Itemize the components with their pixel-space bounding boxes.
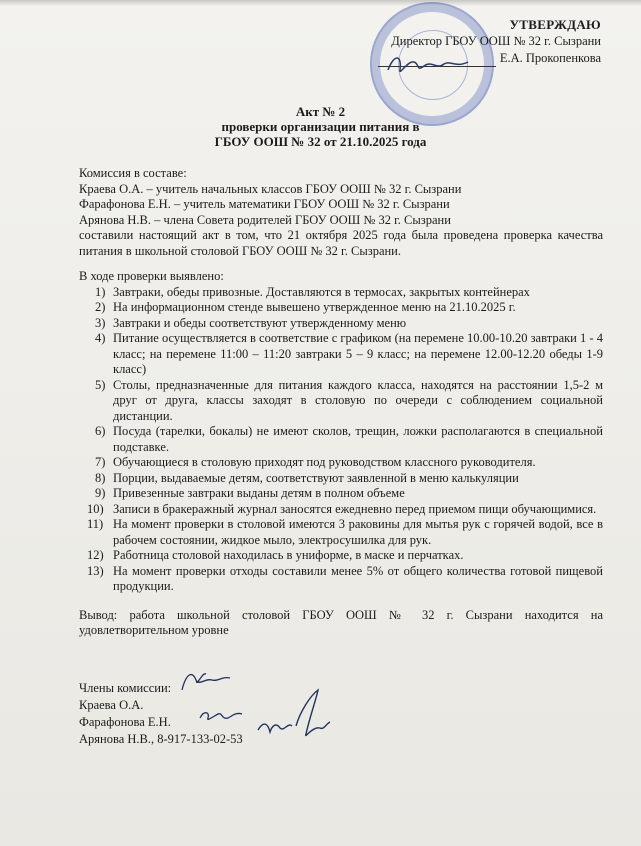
finding-number: 12)	[87, 548, 104, 562]
act-body	[79, 166, 603, 639]
finding-item	[79, 548, 603, 564]
finding-number: 2)	[95, 300, 106, 314]
finding-number: 3)	[95, 315, 106, 330]
finding-item	[79, 378, 603, 425]
findings-list	[79, 285, 603, 595]
member-signature-3	[254, 686, 334, 744]
member-signature-2	[196, 700, 246, 726]
commission-member: Арянова Н.В. – члена Совета родителей ГБОУ ООШ № 32 г. Сызрани	[79, 212, 451, 227]
finding-item	[79, 455, 603, 471]
act-title-block	[0, 104, 641, 149]
finding-number: 4)	[95, 331, 106, 345]
finding-number: 5)	[95, 377, 106, 392]
commission-member: Краева О.А. – учитель начальных классов ГБОУ ООШ № 32 г. Сызрани	[79, 181, 462, 196]
signature-heading: Члены комиссии:	[79, 681, 172, 695]
finding-item	[79, 331, 603, 378]
finding-text: Работница столовой находилась в униформе, в маске и перчатках.	[113, 548, 464, 562]
finding-item	[79, 502, 603, 518]
conclusion: Вывод: работа школьной столовой ГБОУ ООШ № 32 г. Сызрани находится на удовлетворительном уровне	[79, 607, 603, 637]
finding-text: На момент проверки в столовой имеются 3 раковины для мытья рук с горячей водой, все в рабочем состоянии, жидкое мыло, электросушилка для рук.	[113, 517, 603, 547]
finding-item	[79, 300, 603, 316]
finding-text: Завтраки, обеды привозные. Доставляются в термосах, закрытых контейнерах	[113, 284, 530, 299]
finding-item	[79, 564, 603, 595]
finding-text: Завтраки и обеды соответствуют утвержденному меню	[113, 315, 407, 330]
approval-position: Директор ГБОУ ООШ № 32 г. Сызрани	[391, 34, 601, 48]
finding-text: Записи в бракеражный журнал заносятся ежедневно перед приемом пищи обучающимися.	[113, 501, 597, 516]
finding-item	[79, 471, 603, 487]
finding-number: 6)	[95, 424, 106, 438]
act-subtitle: проверки организации питания в	[221, 119, 420, 134]
approval-title: УТВЕРЖДАЮ	[509, 17, 601, 32]
signature-name: Арянова Н.В., 8-917-133-02-53	[79, 732, 243, 746]
findings-heading: В ходе проверки выявлено:	[79, 269, 224, 283]
finding-number: 1)	[95, 284, 106, 299]
finding-item	[79, 316, 603, 332]
director-signature	[384, 50, 474, 80]
finding-text: Столы, предназначенные для питания каждого класса, находятся на расстоянии 1,5-2 м друг от друга, классы заходят в столовую по очереди с соблюдением социальной дистанции.	[113, 377, 603, 423]
commission-statement: составили настоящий акт в том, что 21 октября 2025 года была проведена проверка качества питания в школьной столовой ГБОУ ООШ № 32 г. Сызрани.	[79, 228, 603, 258]
finding-text: Обучающиеся в столовую приходят под руководством классного руководителя.	[113, 455, 536, 469]
finding-number: 9)	[95, 486, 106, 500]
act-title: Акт № 2	[295, 104, 346, 119]
finding-number: 11)	[87, 517, 104, 531]
finding-text: Порции, выдаваемые детям, соответствуют заявленной в меню калькуляции	[113, 470, 519, 485]
finding-number: 10)	[87, 501, 104, 516]
act-org-date: ГБОУ ООШ № 32 от 21.10.2025 года	[214, 134, 427, 149]
page-shadow	[0, 0, 641, 6]
finding-number: 13)	[87, 563, 104, 578]
member-signature-1	[176, 664, 236, 696]
approval-name: Е.А. Прокопенкова	[499, 51, 601, 65]
finding-text: Привезенные завтраки выданы детям в полном объеме	[113, 486, 405, 500]
commission-heading: Комиссия в составе:	[79, 166, 187, 180]
finding-item	[79, 517, 603, 548]
finding-text: Питание осуществляется в соответствие с графиком (на перемене 10.00-10.20 завтраки 1 - 4 класс; на перемене 11:00 – 11:20 завтраки 5 – 9 класс; на перемене 12.00-12.20 обеды 1-9 класс)	[113, 331, 603, 376]
signature-name: Фарафонова Е.Н.	[79, 715, 171, 729]
finding-number: 7)	[95, 455, 106, 469]
finding-item	[79, 285, 603, 301]
finding-item	[79, 424, 603, 455]
commission-member: Фарафонова Е.Н. – учитель математики ГБОУ ООШ № 32 г. Сызрани	[79, 197, 450, 211]
finding-text: На момент проверки отходы составили менее 5% от общего количества готовой пищевой продукции.	[113, 563, 603, 593]
finding-item	[79, 486, 603, 502]
finding-text: На информационном стенде вывешено утвержденное меню на 21.10.2025 г.	[113, 300, 516, 314]
finding-text: Посуда (тарелки, бокалы) не имеют сколов, трещин, ложки располагаются в специальной подставке.	[113, 424, 603, 454]
finding-number: 8)	[95, 470, 106, 485]
signature-name: Краева О.А.	[79, 698, 144, 712]
